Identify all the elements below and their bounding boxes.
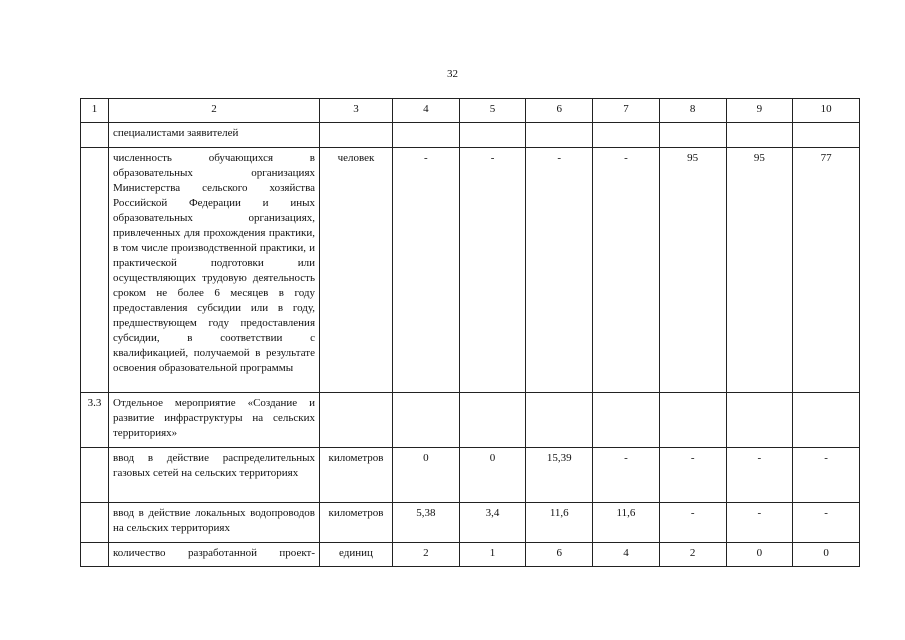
value-cell bbox=[659, 123, 726, 148]
page-number: 32 bbox=[447, 68, 458, 80]
table-row bbox=[81, 123, 860, 148]
value-cell bbox=[793, 393, 860, 448]
value-cell: - bbox=[726, 503, 793, 543]
row-number bbox=[81, 503, 109, 543]
value-cell: 2 bbox=[393, 543, 460, 567]
table-row bbox=[81, 543, 860, 567]
header-cell: 3 bbox=[320, 99, 393, 123]
value-cell: 0 bbox=[726, 543, 793, 567]
value-cell bbox=[793, 123, 860, 148]
row-number bbox=[81, 543, 109, 567]
unit-cell: единиц bbox=[320, 543, 393, 567]
value-cell: - bbox=[526, 148, 593, 393]
value-cell: 4 bbox=[593, 543, 660, 567]
header-cell: 1 bbox=[81, 99, 109, 123]
table-row bbox=[81, 393, 860, 448]
value-cell: - bbox=[659, 503, 726, 543]
value-cell: 95 bbox=[726, 148, 793, 393]
indicator-text: Отдельное мероприятие «Создание и развитие инфраструктуры на сельских территориях» bbox=[109, 393, 320, 448]
header-cell: 9 bbox=[726, 99, 793, 123]
value-cell: 77 bbox=[793, 148, 860, 393]
value-cell: - bbox=[726, 448, 793, 503]
value-cell bbox=[593, 393, 660, 448]
value-cell bbox=[393, 393, 460, 448]
header-cell: 2 bbox=[109, 99, 320, 123]
value-cell: 6 bbox=[526, 543, 593, 567]
value-cell: 2 bbox=[659, 543, 726, 567]
value-cell: - bbox=[793, 503, 860, 543]
value-cell: - bbox=[393, 148, 460, 393]
indicator-text: специалистами заявителей bbox=[109, 123, 320, 148]
value-cell bbox=[726, 393, 793, 448]
table-row bbox=[81, 448, 860, 503]
header-cell: 7 bbox=[593, 99, 660, 123]
table-header-row bbox=[81, 99, 860, 123]
value-cell bbox=[526, 393, 593, 448]
value-cell: 0 bbox=[459, 448, 526, 503]
row-number bbox=[81, 123, 109, 148]
value-cell: - bbox=[593, 448, 660, 503]
value-cell: - bbox=[459, 148, 526, 393]
unit-cell bbox=[320, 393, 393, 448]
value-cell bbox=[459, 393, 526, 448]
value-cell: 0 bbox=[793, 543, 860, 567]
value-cell: 11,6 bbox=[593, 503, 660, 543]
header-cell: 6 bbox=[526, 99, 593, 123]
value-cell: - bbox=[593, 148, 660, 393]
value-cell: 5,38 bbox=[393, 503, 460, 543]
value-cell: - bbox=[793, 448, 860, 503]
row-number bbox=[81, 448, 109, 503]
value-cell: 11,6 bbox=[526, 503, 593, 543]
header-cell: 8 bbox=[659, 99, 726, 123]
value-cell: 0 bbox=[393, 448, 460, 503]
table-row bbox=[81, 148, 860, 393]
unit-cell: человек bbox=[320, 148, 393, 393]
value-cell bbox=[593, 123, 660, 148]
header-cell: 4 bbox=[393, 99, 460, 123]
indicators-table bbox=[80, 98, 860, 567]
unit-cell bbox=[320, 123, 393, 148]
value-cell: 95 bbox=[659, 148, 726, 393]
unit-cell: километров bbox=[320, 503, 393, 543]
value-cell bbox=[726, 123, 793, 148]
header-cell: 5 bbox=[459, 99, 526, 123]
value-cell bbox=[393, 123, 460, 148]
value-cell: 1 bbox=[459, 543, 526, 567]
row-number: 3.3 bbox=[81, 393, 109, 448]
value-cell bbox=[526, 123, 593, 148]
indicator-text: ввод в действие распределительных газовых сетей на сельских территориях bbox=[109, 448, 320, 503]
value-cell bbox=[459, 123, 526, 148]
table-row bbox=[81, 503, 860, 543]
indicator-text: численность обучающихся в образовательных организациях Министерства сельского хозяйства Российской Федерации и иных образовательных организациях, привлеченных для прохождения практики, в том числе производственной практики, и практической подготовки или осуществляющих трудовую деятельность сроком не более 6 месяцев в году предоставления субсидии или в году, предшествующем году предоставления субсидии, в соответствии с квалификацией, получаемой в результате освоения образовательной программы bbox=[109, 148, 320, 393]
unit-cell: километров bbox=[320, 448, 393, 503]
indicator-text: ввод в действие локальных водопроводов на сельских территориях bbox=[109, 503, 320, 543]
row-number bbox=[81, 148, 109, 393]
value-cell bbox=[659, 393, 726, 448]
value-cell: - bbox=[659, 448, 726, 503]
value-cell: 3,4 bbox=[459, 503, 526, 543]
header-cell: 10 bbox=[793, 99, 860, 123]
value-cell: 15,39 bbox=[526, 448, 593, 503]
indicator-text: количество разработанной проект- bbox=[109, 543, 320, 567]
